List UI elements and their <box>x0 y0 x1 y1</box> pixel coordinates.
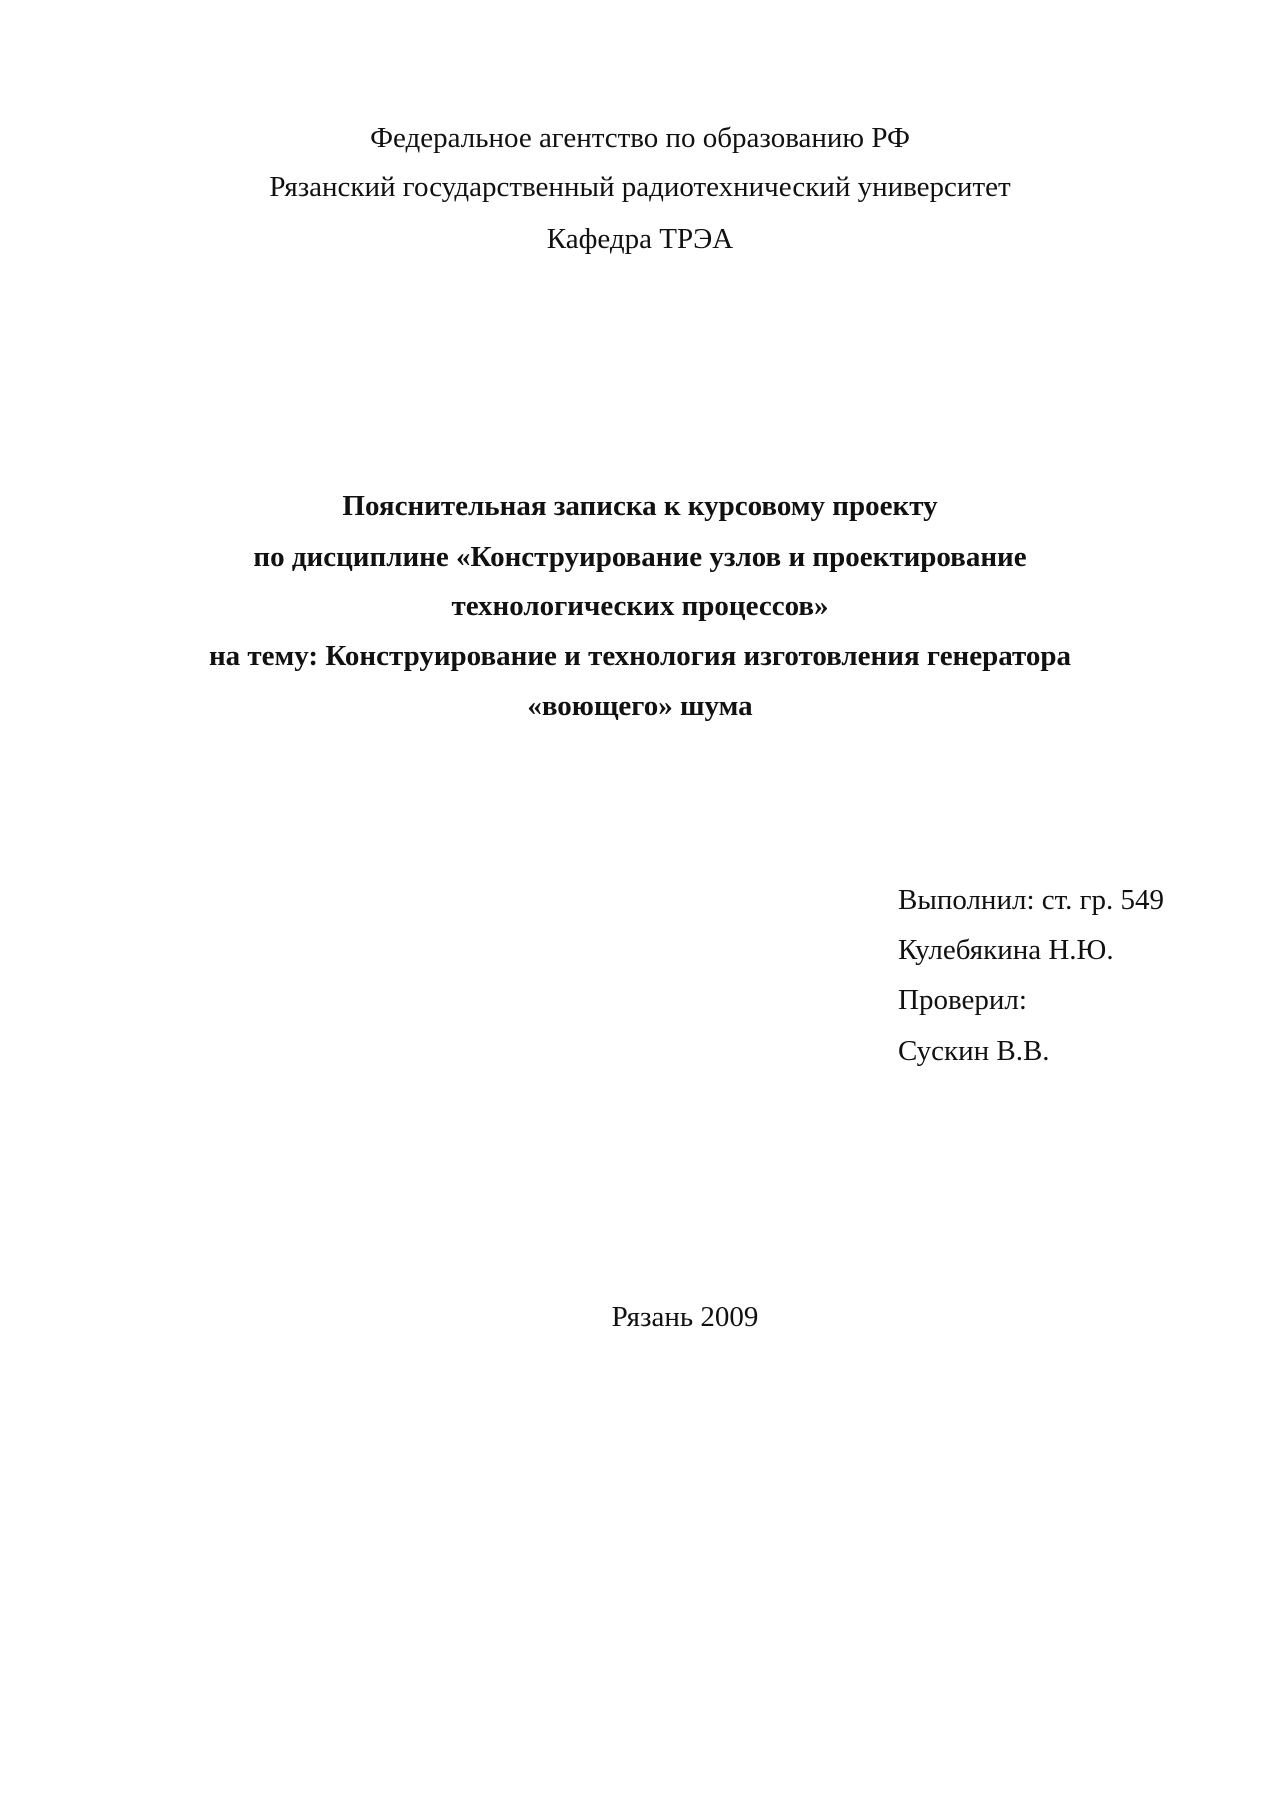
checker-name: Сускин В.В. <box>898 1035 1050 1067</box>
department-name: Кафедра ТРЭА <box>546 223 734 255</box>
title-line-1: Пояснительная записка к курсовому проекту <box>342 490 938 522</box>
title-line-3: технологических процессов» <box>451 590 829 622</box>
university-name: Рязанский государственный радиотехнический университет <box>269 171 1011 203</box>
student-name: Кулебякина Н.Ю. <box>898 934 1114 966</box>
checked-by-label: Проверил: <box>898 984 1027 1016</box>
title-line-5: «воющего» шума <box>527 690 753 722</box>
city-year: Рязань 2009 <box>611 1301 759 1333</box>
agency-name: Федеральное агентство по образованию РФ <box>370 122 910 154</box>
performed-by-label: Выполнил: ст. гр. 549 <box>898 884 1165 916</box>
title-line-4: на тему: Конструирование и технология изготовления генератора <box>208 640 1072 672</box>
title-line-2: по дисциплине «Конструирование узлов и проектирование <box>253 541 1027 573</box>
